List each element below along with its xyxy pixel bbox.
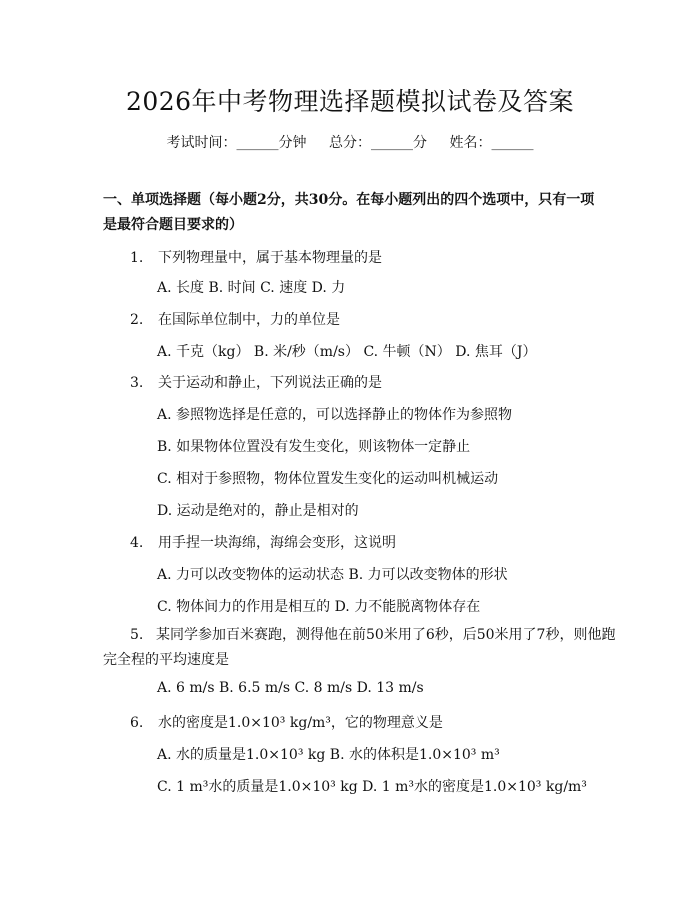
- question-6: [130, 712, 443, 732]
- question-6-options-ab: A. 水的质量是1.0×10³ kg B. 水的体积是1.0×10³ m³: [157, 747, 500, 763]
- question-2-options: A. 千克（kg） B. 米/秒（m/s） C. 牛顿（N） D. 焦耳（J）: [157, 344, 537, 360]
- question-text: 下列物理量中，属于基本物理量的是: [158, 250, 382, 266]
- question-text: 在国际单位制中，力的单位是: [158, 312, 340, 328]
- question-6-options-cd: C. 1 m³水的质量是1.0×10³ kg D. 1 m³水的密度是1.0×10³ kg/m³: [157, 779, 587, 795]
- question-number: 2.: [130, 312, 144, 328]
- total-score-field: 总分：______分: [329, 135, 427, 151]
- question-text: 关于运动和静止，下列说法正确的是: [158, 375, 382, 391]
- question-text: 用手捏一块海绵，海绵会变形，这说明: [158, 535, 396, 551]
- exam-title: 2026年中考物理选择题模拟试卷及答案: [125, 87, 575, 116]
- question-4-options-ab: A. 力可以改变物体的运动状态 B. 力可以改变物体的形状: [157, 567, 508, 583]
- question-3-option-d: D. 运动是绝对的，静止是相对的: [157, 503, 359, 519]
- question-number: 3.: [130, 375, 144, 391]
- section-heading: 一、单项选择题（每小题2分，共30分。在每小题列出的四个选项中，只有一项是最符合题目要求的）: [103, 192, 595, 233]
- question-number: 5.: [130, 627, 144, 643]
- exam-meta: [0, 132, 700, 152]
- question-number: 6.: [130, 715, 144, 731]
- question-1: [130, 247, 382, 267]
- question-3-option-c: C. 相对于参照物，物体位置发生变化的运动叫机械运动: [157, 471, 499, 487]
- exam-time-field: 考试时间：______分钟: [166, 135, 307, 151]
- question-text: 某同学参加百米赛跑，测得他在前50米用了6秒，后50米用了7秒，则他跑完全程的平均速度是: [103, 627, 616, 668]
- question-4-options-cd: C. 物体间力的作用是相互的 D. 力不能脱离物体存在: [157, 599, 481, 615]
- question-3-option-a: A. 参照物选择是任意的，可以选择静止的物体作为参照物: [157, 407, 513, 423]
- student-name-field: 姓名：______: [449, 135, 534, 151]
- question-3-option-b: B. 如果物体位置没有发生变化，则该物体一定静止: [157, 439, 471, 455]
- question-1-options: A. 长度 B. 时间 C. 速度 D. 力: [157, 280, 346, 296]
- question-number: 1.: [130, 250, 144, 266]
- question-5-options: A. 6 m/s B. 6.5 m/s C. 8 m/s D. 13 m/s: [157, 680, 424, 696]
- question-3: [130, 372, 382, 392]
- question-number: 4.: [130, 535, 144, 551]
- question-2: [130, 309, 340, 329]
- question-5: [103, 623, 623, 673]
- question-4: [130, 532, 396, 552]
- question-text: 水的密度是1.0×10³ kg/m³，它的物理意义是: [158, 715, 443, 731]
